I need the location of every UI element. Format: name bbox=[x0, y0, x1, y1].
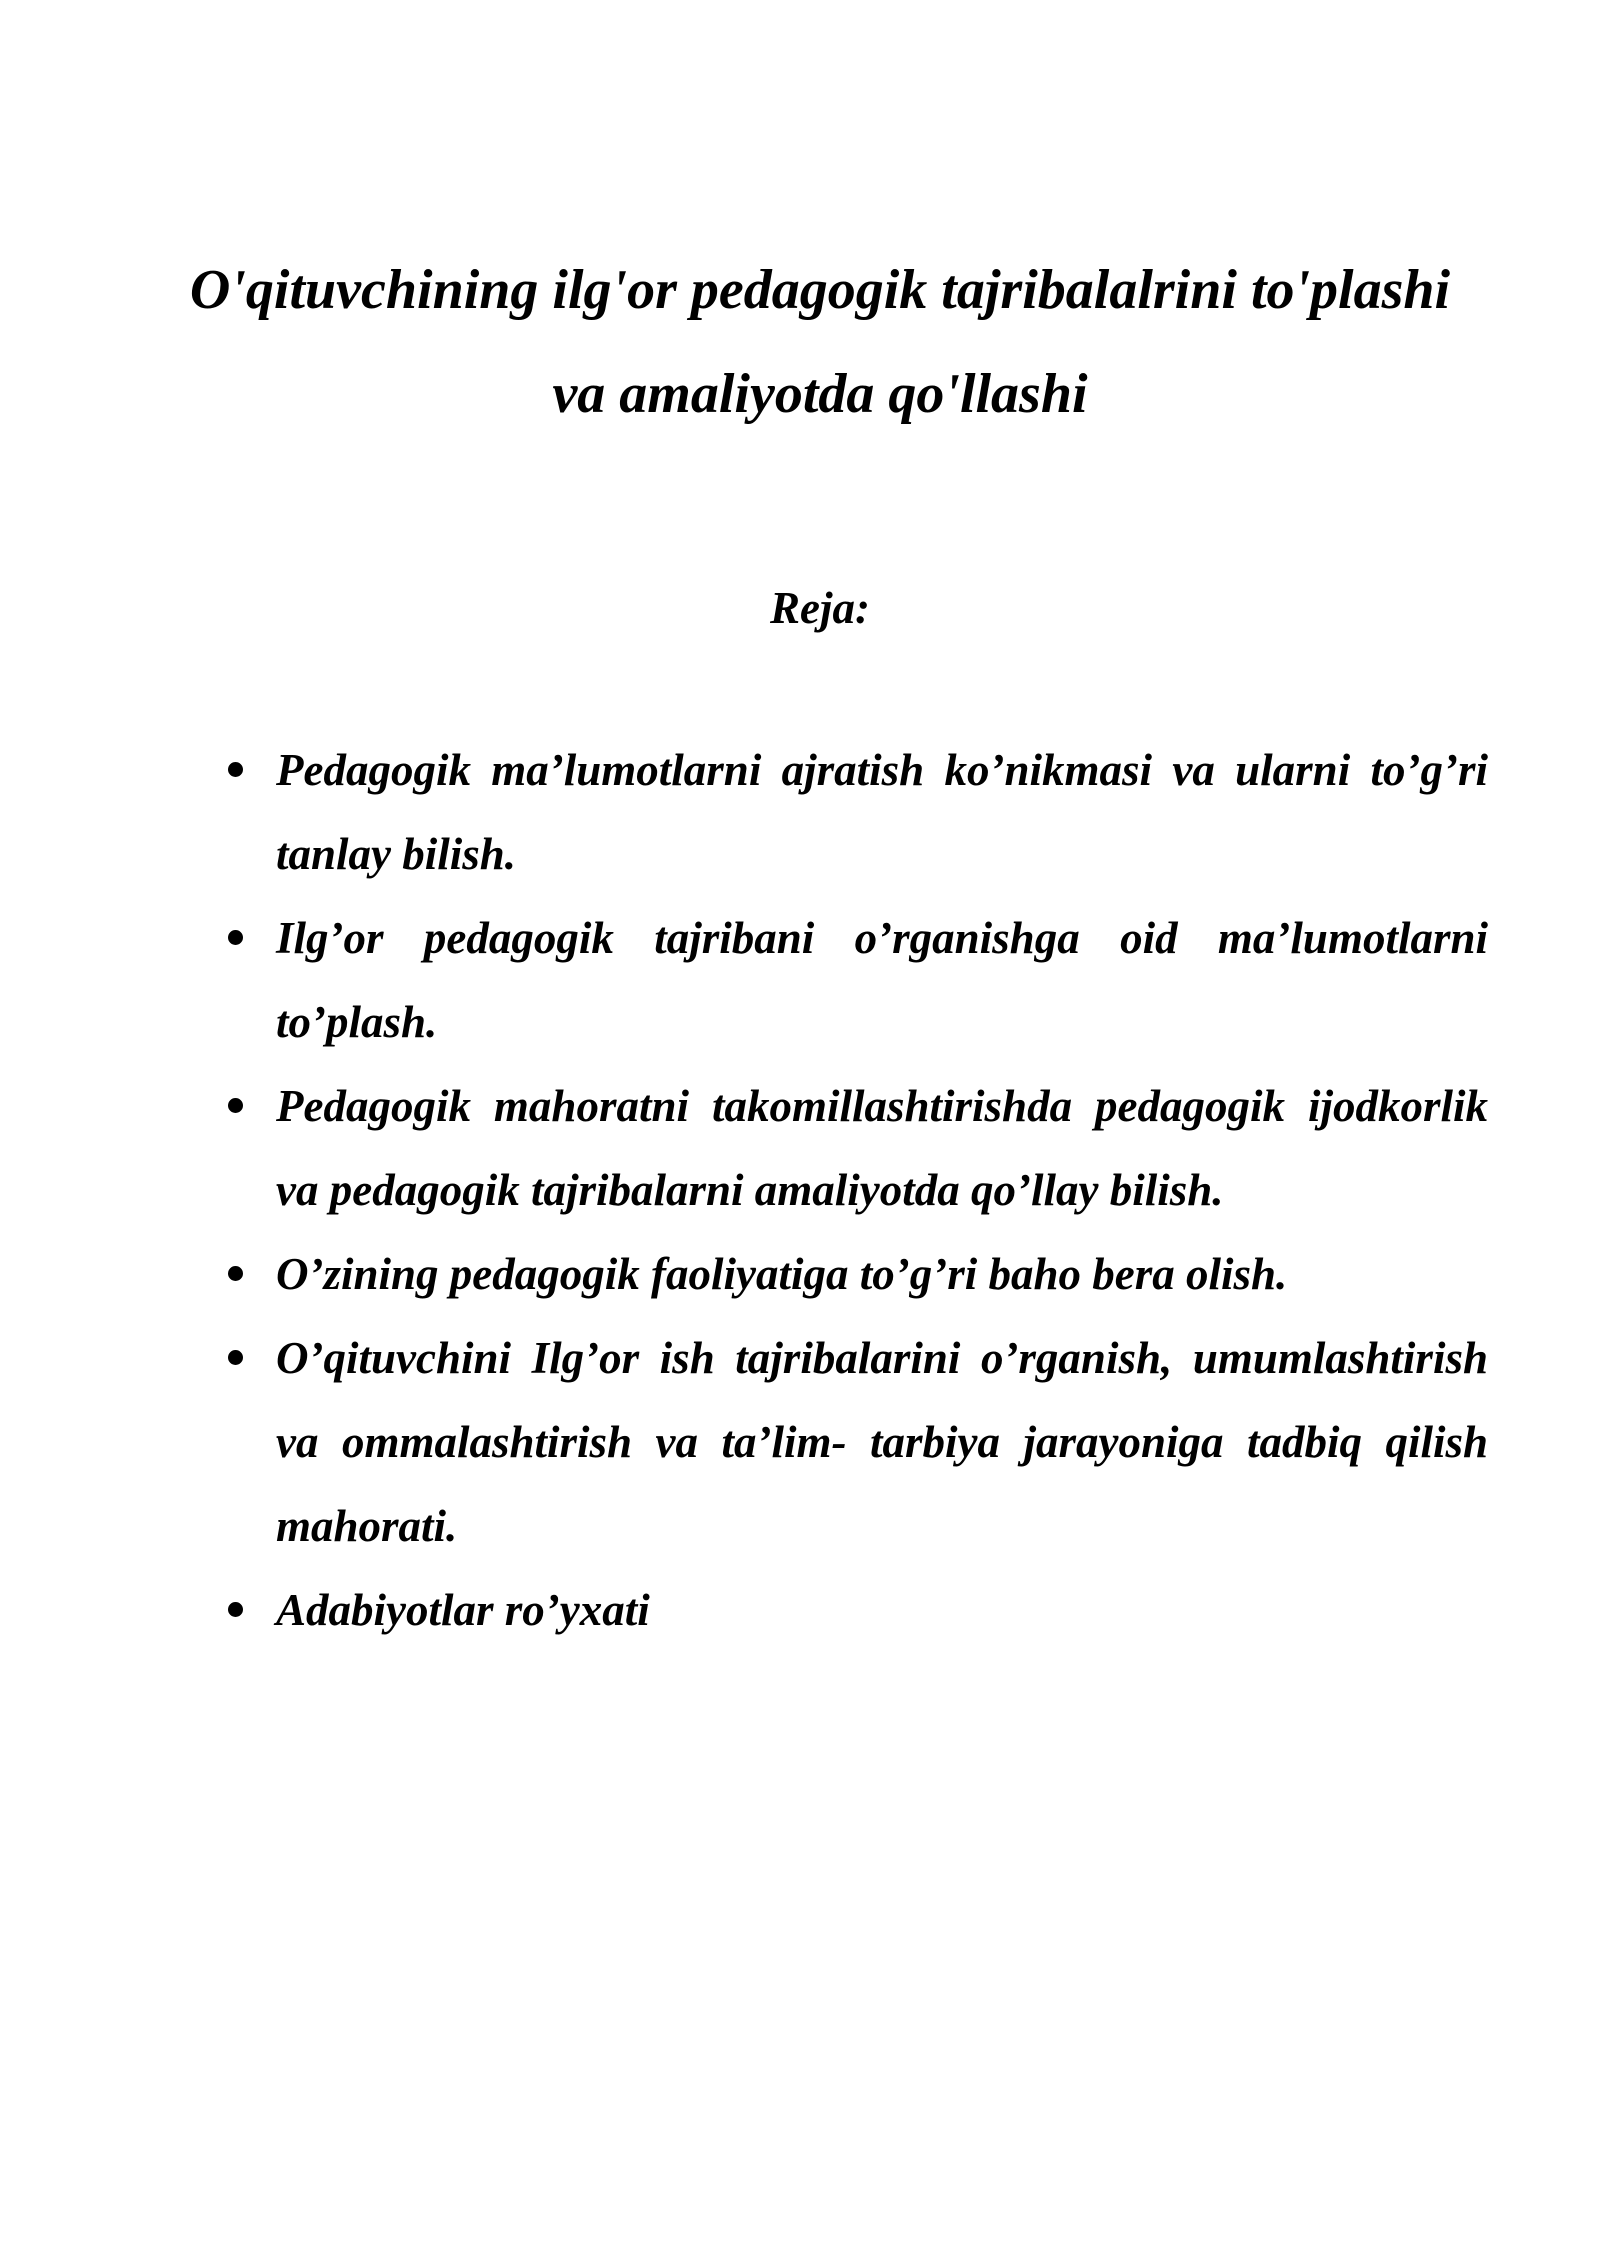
plan-item-text: O’zining pedagogik faoliyatiga to’g’ri baho bera olish. bbox=[276, 1249, 1288, 1299]
plan-item bbox=[228, 1232, 1488, 1316]
plan-heading: Reja: bbox=[770, 583, 870, 633]
plan-item bbox=[228, 1568, 1488, 1652]
bullet-icon bbox=[228, 1098, 243, 1113]
plan-item-text: Ilg’or pedagogik tajribani o’rganishga oid ma’lumotlarni to’plash. bbox=[276, 913, 1488, 1047]
bullet-icon bbox=[228, 762, 243, 777]
bullet-icon bbox=[228, 1602, 243, 1617]
bullet-icon bbox=[228, 1266, 243, 1281]
plan-item-text: Pedagogik mahoratni takomillashtirishda pedagogik ijodkorlik va pedagogik tajribalarni amaliyotda qo’llay bilish. bbox=[276, 1081, 1488, 1215]
plan-item-text: O’qituvchini Ilg’or ish tajribalarini o’rganish, umumlashtirish va ommalashtirish va ta’lim- tarbiya jarayoniga tadbiq qilish mahorati. bbox=[276, 1333, 1488, 1551]
title-line-1: O'qituvchining ilg'or pedagogik tajribalalrini to'plashi bbox=[189, 259, 1451, 321]
title-line-2: va amaliyotda qo'llashi bbox=[552, 363, 1088, 425]
document-title bbox=[130, 238, 1510, 446]
bullet-icon bbox=[228, 1350, 243, 1365]
plan-item bbox=[228, 896, 1488, 1064]
plan-item-text: Pedagogik ma’lumotlarni ajratish ko’nikmasi va ularni to’g’ri tanlay bilish. bbox=[276, 745, 1488, 879]
plan-item-text: Adabiyotlar ro’yxati bbox=[276, 1585, 650, 1635]
plan-list bbox=[228, 728, 1488, 1652]
bullet-icon bbox=[228, 930, 243, 945]
plan-item bbox=[228, 728, 1488, 896]
plan-item bbox=[228, 1064, 1488, 1232]
plan-item bbox=[228, 1316, 1488, 1568]
